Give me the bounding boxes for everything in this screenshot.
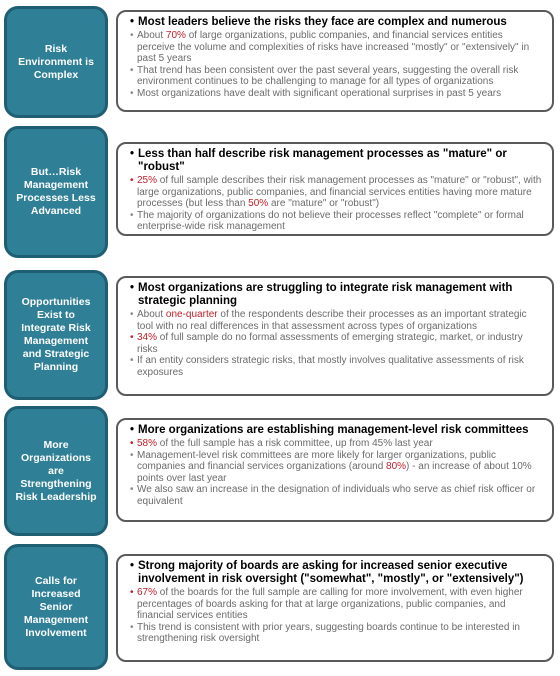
section-tab-label: But…Risk Management Processes Less Advanced <box>16 166 96 217</box>
section-tab-senior-management <box>4 544 108 670</box>
section-heading: • Most leaders believe the risks they face are complex and numerous <box>130 16 507 28</box>
bullet-point: • That trend has been consistent over the past several years, suggesting the overall risk environment continues to be challenging to manage for all types of organizations <box>130 64 519 87</box>
section-tab-label: Risk Environment is Complex <box>18 42 94 81</box>
bullet-point: • 25% of full sample describes their risk management processes as "mature" or "robust", with large organizations, public companies, and financial services entities having more mature processes (but less than 50% are "mature" or "robust") <box>130 175 542 209</box>
section-card-senior-management <box>116 554 554 662</box>
section-tab-strategic-planning <box>4 270 108 400</box>
section-heading: • Less than half describe risk management processes as "mature" or "robust" <box>130 148 507 173</box>
bullet-point: • About 70% of large organizations, public companies, and financial services entities perceive the volume and complexities of risks have increased "mostly" or "extensively" in past 5 years <box>130 30 530 64</box>
section-tab-label: Calls for Increased Senior Management Involvement <box>23 574 89 639</box>
section-heading: • Most organizations are struggling to integrate risk management with strategic planning <box>130 282 513 307</box>
bullet-point: • 34% of full sample do no formal assessments of emerging strategic, market, or industry risks <box>130 332 523 355</box>
bullet-point: • 67% of the boards for the full sample are calling for more involvement, with even higher percentages of boards asking for that at large organizations, public companies, and financial services entities <box>130 587 523 621</box>
section-tab-risk-leadership <box>4 406 108 536</box>
section-card-strategic-planning <box>116 276 554 396</box>
section-tab-label: Opportunities Exist to Integrate Risk Management and Strategic Planning <box>21 296 91 373</box>
bullet-point: • 58% of the full sample has a risk committee, up from 45% last year <box>130 438 433 449</box>
section-card-risk-leadership <box>116 418 554 522</box>
bullet-point: • We also saw an increase in the designation of individuals who serve as chief risk officer or equivalent <box>130 484 536 507</box>
bullet-point: • The majority of organizations do not believe their processes reflect "complete" or formal enterprise-wide risk management <box>130 209 524 232</box>
section-heading: • Strong majority of boards are asking for increased senior executive involvement in risk oversight ("somewhat", "mostly", or "extensively") <box>130 560 524 585</box>
section-card-processes <box>116 142 554 236</box>
section-tab-label: More Organizations are Strengthening Risk Leadership <box>15 438 97 503</box>
bullet-point: • About one-quarter of the respondents describe their processes as an important strategic tool with no real differences in that assessment across types of organizations <box>130 309 527 332</box>
bullet-point: • This trend is consistent with prior years, suggesting boards continue to be interested in strengthening risk oversight <box>130 621 520 644</box>
section-card-risk-environment <box>116 10 554 112</box>
bullet-point: • Most organizations have dealt with significant operational surprises in past 5 years <box>130 87 502 99</box>
section-tab-processes <box>4 126 108 258</box>
section-tab-risk-environment <box>4 6 108 118</box>
section-heading: • More organizations are establishing management-level risk committees <box>130 424 529 436</box>
bullet-point: • If an entity considers strategic risks, that mostly involves qualitative assessments of risk exposures <box>130 355 524 378</box>
bullet-point: • Management-level risk committees are more likely for larger organizations, public companies and financial services organizations (around 80%) - an increase of about 10% points over last year <box>130 449 532 484</box>
